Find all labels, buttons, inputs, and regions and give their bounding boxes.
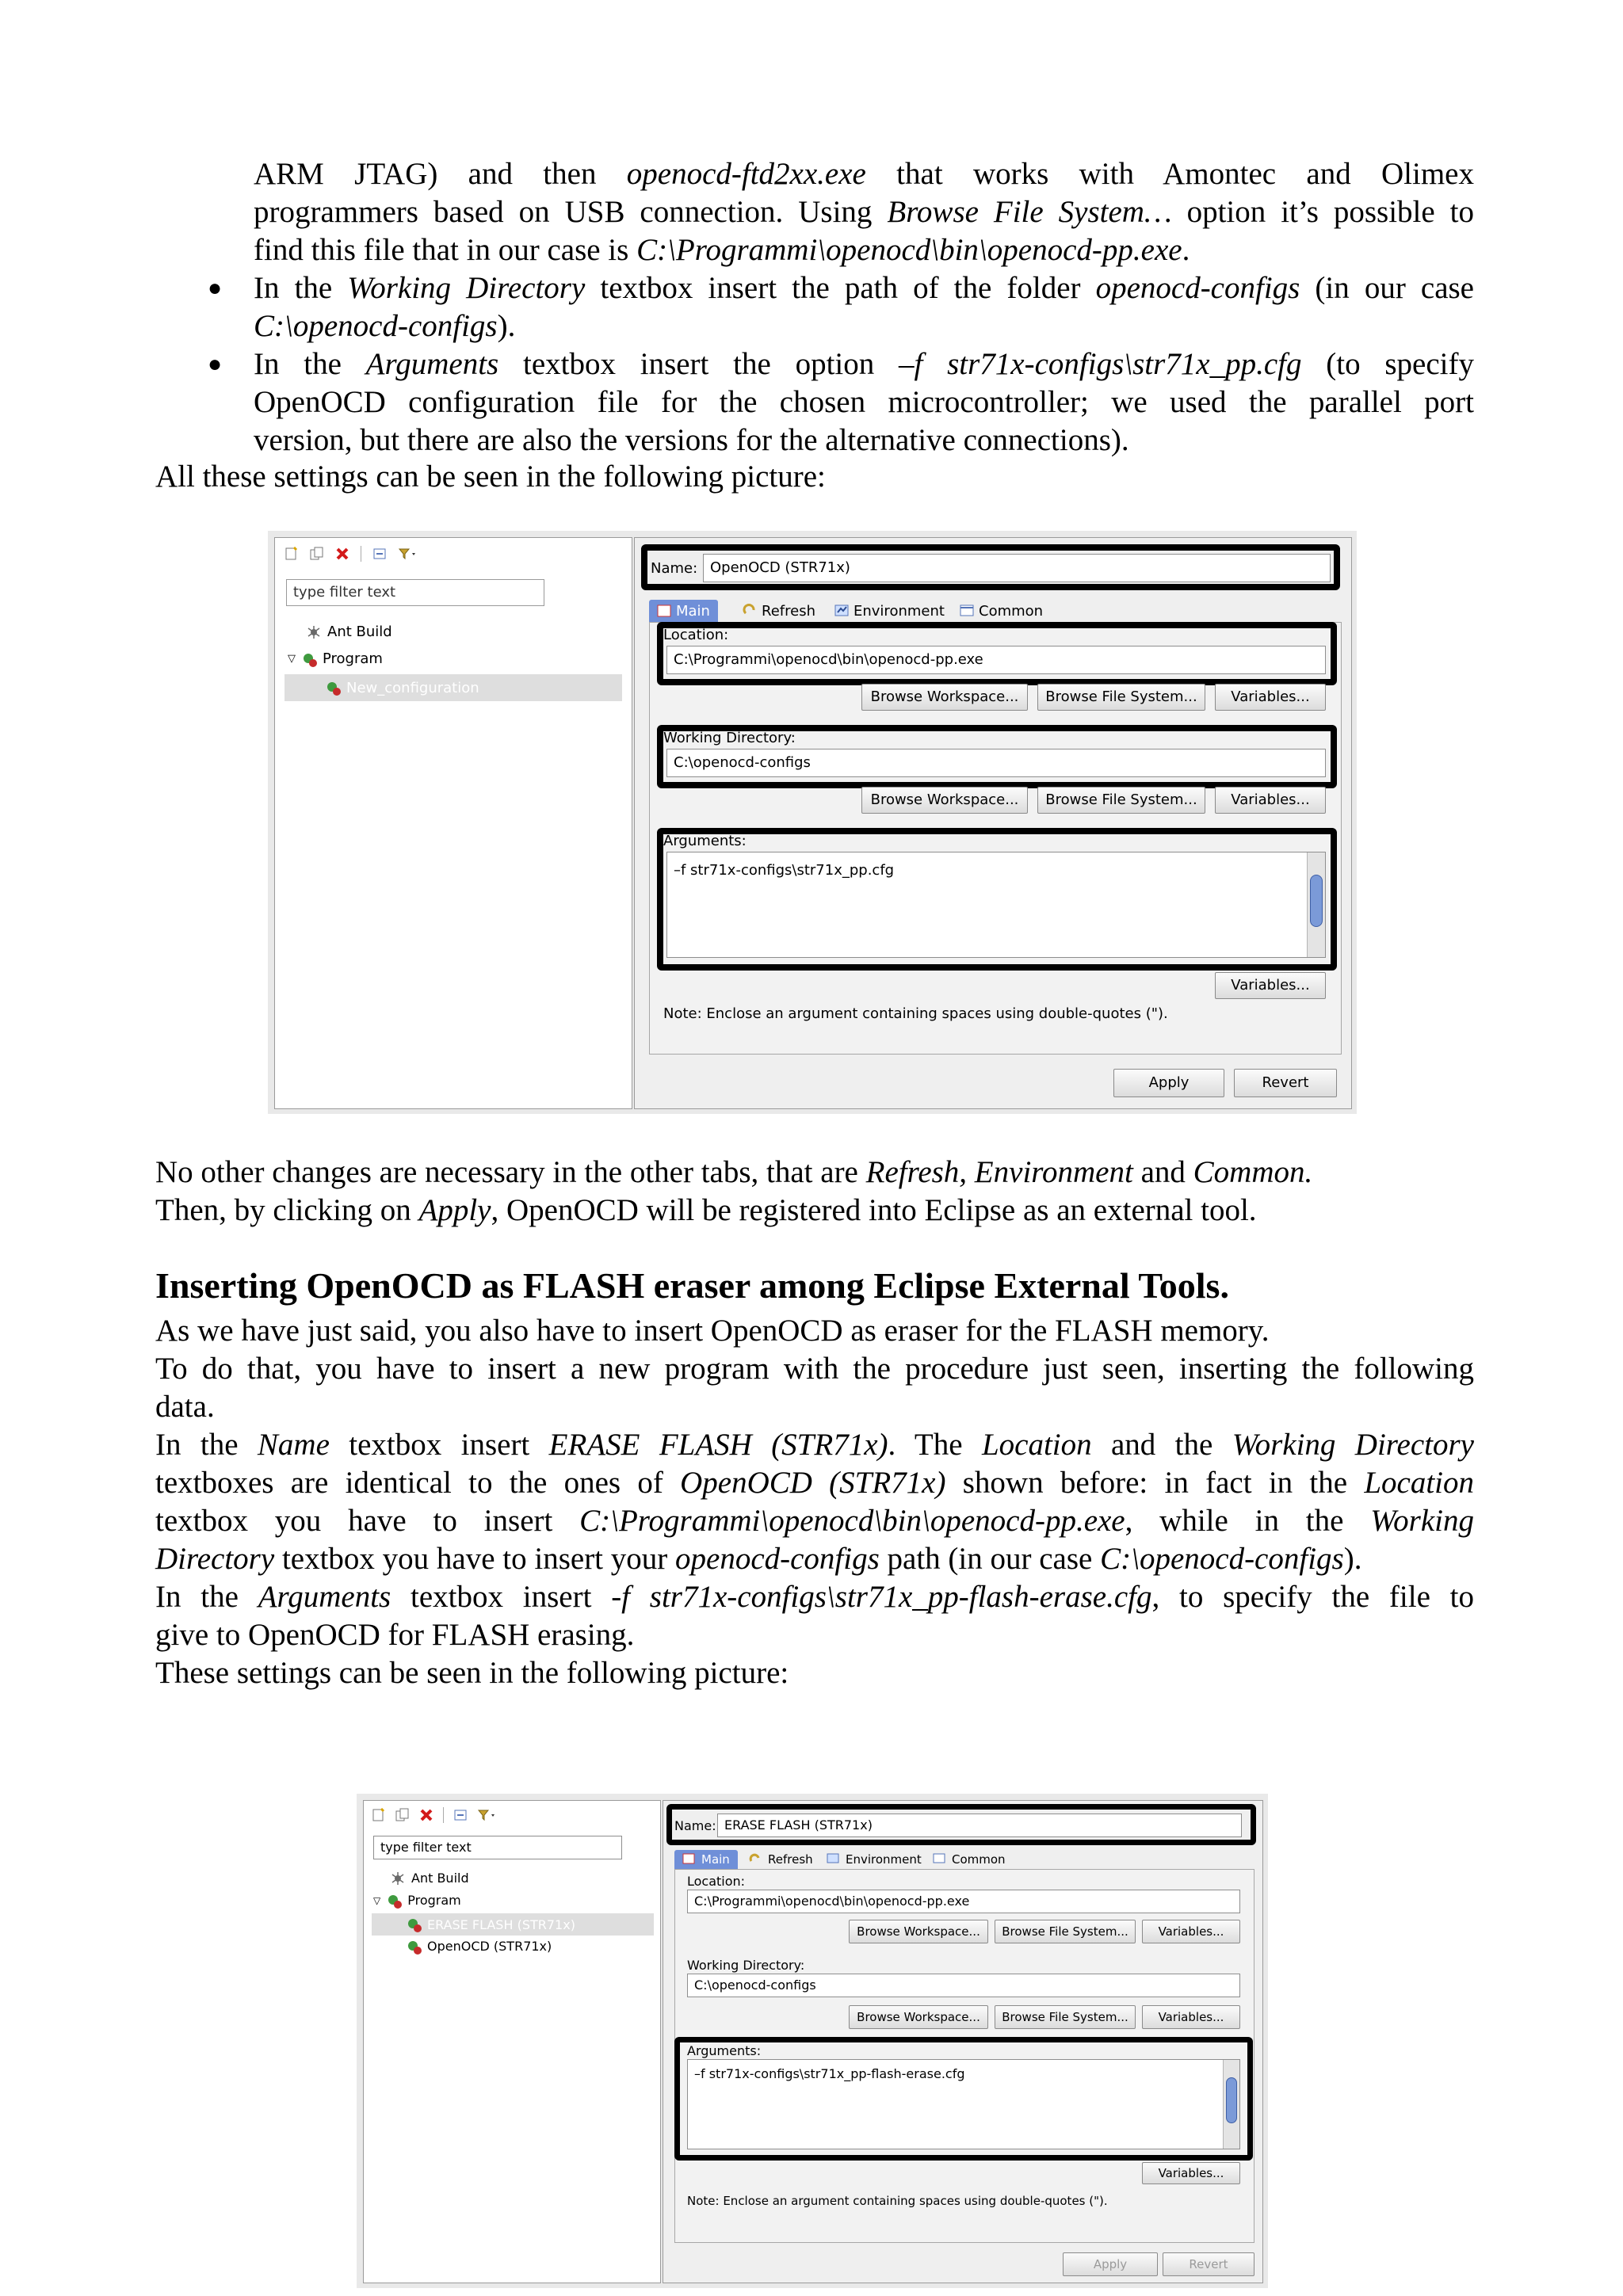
working-dir-label: Working Directory: <box>663 730 796 746</box>
arguments-label: Arguments: <box>663 833 747 849</box>
program-icon <box>302 652 316 666</box>
arguments-textarea[interactable]: –f str71x-configs\str71x_pp-flash-erase.cfg <box>687 2059 1240 2149</box>
section2-line: As we have just said, you also have to insert OpenOCD as eraser for the FLASH memory. <box>155 1314 1270 1348</box>
apply-button[interactable]: Apply <box>1113 1069 1224 1097</box>
tree-item-program[interactable]: ▽ Program <box>288 650 383 667</box>
expand-arrow-icon[interactable]: ▽ <box>373 1894 381 1906</box>
variables-button[interactable]: Variables... <box>1215 787 1326 814</box>
eclipse-screenshot-1 <box>268 531 1357 1114</box>
environment-icon <box>834 604 849 618</box>
revert-button[interactable]: Revert <box>1163 2252 1254 2276</box>
browse-file-system-button[interactable]: Browse File System... <box>995 2005 1136 2029</box>
bullet-arguments-line2: OpenOCD configuration file for the chosen microcontroller; we used the parallel port <box>254 385 1474 419</box>
highlight-name <box>666 1804 1256 1845</box>
config-list-pane <box>363 1800 661 2283</box>
section2-line: data. <box>155 1390 215 1424</box>
highlight-name <box>641 544 1340 590</box>
tab-refresh[interactable]: Refresh <box>743 600 815 622</box>
name-label: Name: <box>651 560 698 577</box>
tab-refresh[interactable]: Refresh <box>749 1850 813 1869</box>
browse-workspace-button[interactable]: Browse Workspace... <box>849 2005 988 2029</box>
section2-line: textbox you have to insert C:\Programmi\openocd\bin\openocd-pp.exe, while in the Working <box>155 1504 1474 1538</box>
name-input[interactable]: OpenOCD (STR71x) <box>703 554 1331 582</box>
section2-line: Directory textbox you have to insert your openocd-configs path (in our case C:\openocd-configs). <box>155 1542 1362 1576</box>
highlight-arguments <box>674 2037 1253 2161</box>
toolbar-separator <box>443 1807 444 1823</box>
collapse-all-icon[interactable] <box>453 1808 468 1822</box>
working-dir-input[interactable]: C:\openocd-configs <box>687 1974 1240 1997</box>
ant-icon <box>307 625 321 639</box>
highlight-working-dir <box>657 725 1337 788</box>
variables-button[interactable]: Variables... <box>1142 1920 1240 1943</box>
tree-item-ant-build[interactable]: Ant Build <box>307 624 392 640</box>
highlight-location <box>657 622 1337 685</box>
variables-button[interactable]: Variables... <box>1215 684 1326 711</box>
config-list-pane <box>274 537 632 1109</box>
name-label: Name: <box>674 1818 716 1833</box>
program-icon <box>407 1939 421 1954</box>
collapse-all-icon[interactable] <box>372 547 387 561</box>
tree-item-program[interactable]: ▽ Program <box>373 1893 461 1908</box>
location-label: Location: <box>687 1874 746 1889</box>
new-config-icon[interactable] <box>285 547 299 561</box>
variables-button[interactable]: Variables... <box>1142 2005 1240 2029</box>
section2-line: give to OpenOCD for FLASH erasing. <box>155 1618 635 1652</box>
browse-workspace-button[interactable]: Browse Workspace... <box>849 1920 988 1943</box>
highlight-arguments <box>657 828 1337 971</box>
bullet-arguments-line3: version, but there are also the versions for the alternative connections). <box>254 423 1129 457</box>
variables-button[interactable]: Variables... <box>1142 2162 1240 2184</box>
filter-input[interactable]: type filter text <box>286 579 544 606</box>
no-other-line2: Then, by clicking on Apply, OpenOCD will be registered into Eclipse as an external tool. <box>155 1193 1257 1227</box>
browse-file-system-button[interactable]: Browse File System... <box>1037 787 1205 814</box>
duplicate-icon[interactable] <box>395 1808 410 1822</box>
filter-input[interactable]: type filter text <box>373 1836 622 1859</box>
bullet-arguments-line1: In the Arguments textbox insert the option –f str71x-configs\str71x_pp.cfg (to specify <box>254 347 1474 381</box>
common-icon <box>960 604 974 618</box>
toolbar <box>372 1807 491 1823</box>
browse-workspace-button[interactable]: Browse Workspace... <box>861 684 1028 711</box>
note-text: Note: Enclose an argument containing spaces using double-quotes ("). <box>663 1005 1168 1022</box>
tab-common[interactable]: Common <box>960 600 1043 622</box>
eclipse-screenshot-2 <box>357 1794 1268 2288</box>
program-icon <box>387 1894 401 1908</box>
main-tab-icon <box>682 1852 697 1867</box>
ant-icon <box>391 1871 405 1886</box>
location-input[interactable]: C:\Programmi\openocd\bin\openocd-pp.exe <box>687 1890 1240 1913</box>
toolbar <box>285 546 412 562</box>
no-other-line1: No other changes are necessary in the other tabs, that are Refresh, Environment and Common. <box>155 1155 1313 1189</box>
tab-environment[interactable]: Environment <box>827 1850 922 1869</box>
tree-item-new-configuration[interactable]: New_configuration <box>285 674 622 701</box>
tab-main[interactable]: Main <box>674 1850 738 1869</box>
browse-workspace-button[interactable]: Browse Workspace... <box>861 787 1028 814</box>
browse-file-system-button[interactable]: Browse File System... <box>1037 684 1205 711</box>
tree-item-openocd[interactable]: OpenOCD (STR71x) <box>407 1939 552 1954</box>
config-editor-pane <box>634 537 1352 1109</box>
duplicate-icon[interactable] <box>310 547 324 561</box>
section-heading: Inserting OpenOCD as FLASH eraser among Eclipse External Tools. <box>155 1265 1229 1306</box>
para1-line3: find this file that in our case is C:\Programmi\openocd\bin\openocd-pp.exe. <box>254 233 1190 267</box>
para1-line2: programmers based on USB connection. Using Browse File System… option it’s possible to <box>254 195 1474 229</box>
main-tab-icon <box>657 604 671 618</box>
expand-arrow-icon[interactable]: ▽ <box>288 653 296 665</box>
section2-line: In the Name textbox insert ERASE FLASH (STR71x). The Location and the Working Directory <box>155 1428 1474 1462</box>
revert-button[interactable]: Revert <box>1234 1069 1337 1097</box>
program-icon <box>326 681 340 695</box>
arguments-textarea[interactable]: –f str71x-configs\str71x_pp.cfg <box>666 852 1326 958</box>
program-icon <box>407 1917 421 1932</box>
bullet-working-dir-line1: In the Working Directory textbox insert the path of the folder openocd-configs (in our case <box>254 271 1474 305</box>
tab-common[interactable]: Common <box>933 1850 1006 1869</box>
tab-environment[interactable]: Environment <box>834 600 945 622</box>
para1-line1: ARM JTAG) and then openocd-ftd2xx.exe that works with Amontec and Olimex <box>254 157 1474 191</box>
common-icon <box>933 1852 947 1867</box>
arguments-label: Arguments: <box>687 2043 762 2058</box>
tree-item-ant-build[interactable]: Ant Build <box>391 1871 469 1886</box>
section2-line: In the Arguments textbox insert -f str71x-configs\str71x_pp-flash-erase.cfg, to specify the file to <box>155 1580 1474 1614</box>
working-dir-input[interactable]: C:\openocd-configs <box>666 749 1326 777</box>
environment-icon <box>827 1852 841 1867</box>
browse-file-system-button[interactable]: Browse File System... <box>995 1920 1136 1943</box>
filter-icon[interactable] <box>477 1808 491 1822</box>
config-editor-pane <box>663 1800 1263 2283</box>
apply-button[interactable]: Apply <box>1063 2252 1158 2276</box>
delete-icon[interactable] <box>335 547 349 561</box>
section2-line: These settings can be seen in the following picture: <box>155 1656 789 1690</box>
variables-button[interactable]: Variables... <box>1215 972 1326 999</box>
bullet-working-dir-line2: C:\openocd-configs). <box>254 309 516 343</box>
section2-line: textboxes are identical to the ones of OpenOCD (STR71x) shown before: in fact in the Location <box>155 1466 1474 1500</box>
note-text: Note: Enclose an argument containing spaces using double-quotes ("). <box>687 2194 1108 2208</box>
bullet-marker: ● <box>208 275 223 301</box>
filter-icon[interactable] <box>398 547 412 561</box>
bullet-marker: ● <box>208 351 223 377</box>
refresh-icon <box>743 604 757 618</box>
new-config-icon[interactable] <box>372 1808 386 1822</box>
location-label: Location: <box>663 627 729 643</box>
section2-line: To do that, you have to insert a new program with the procedure just seen, inserting the following <box>155 1352 1474 1386</box>
tree-item-erase-flash[interactable]: ERASE FLASH (STR71x) <box>372 1913 654 1936</box>
working-dir-label: Working Directory: <box>687 1958 805 1973</box>
all-settings-line: All these settings can be seen in the following picture: <box>155 460 826 494</box>
name-input[interactable]: ERASE FLASH (STR71x) <box>717 1814 1242 1837</box>
tab-main[interactable]: Main <box>649 600 718 622</box>
refresh-icon <box>749 1852 763 1867</box>
delete-icon[interactable] <box>419 1808 433 1822</box>
location-input[interactable]: C:\Programmi\openocd\bin\openocd-pp.exe <box>666 646 1326 674</box>
